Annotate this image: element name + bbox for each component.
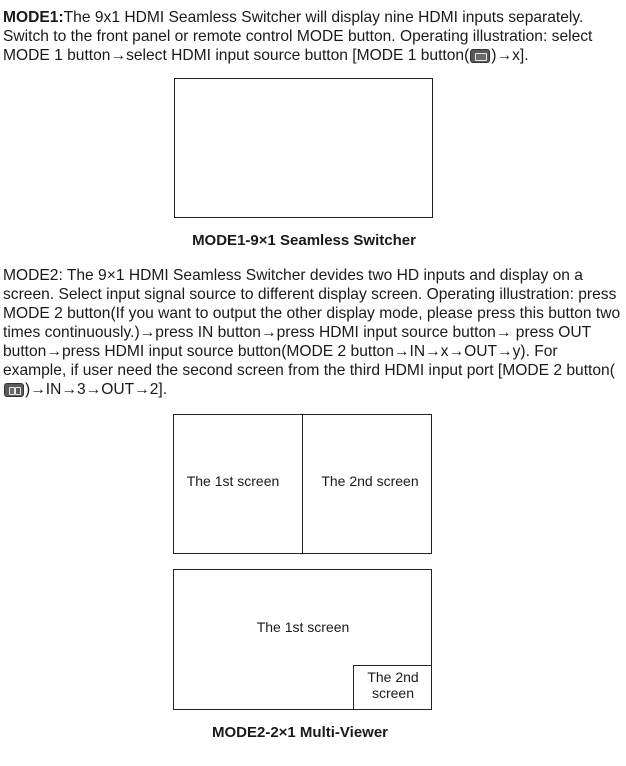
mode1-caption: MODE1-9×1 Seamless Switcher	[192, 232, 416, 249]
pip-sub-label-line1: The 2nd	[367, 669, 419, 685]
mode2-paragraph	[3, 266, 623, 399]
mode1-label: MODE1:	[3, 9, 64, 26]
pip-screen-diagram	[173, 569, 432, 710]
mode1-screen-diagram	[174, 78, 433, 218]
pip-main-label: The 1st screen	[256, 619, 350, 635]
mode2-text: MODE2: The 9×1 HDMI Seamless Switcher devides two HD inputs and display on a screen. Select input signal source to different display screen. Operating illustration: press MODE 2 button(If you want to output the other display mode, please press this button two times continuously.)→press IN button→press HDMI input source button→ press OUT button→press HDMI input source button(MODE 2 button→IN→x→OUT→y). For example, if user need the second screen from the third HDMI input port [MODE 2 button(	[3, 267, 621, 379]
split-screen-diagram	[173, 414, 432, 554]
split-left-label: The 1st screen	[186, 473, 280, 489]
pip-sub-label-line2: screen	[371, 685, 415, 701]
split-divider	[302, 415, 303, 553]
mode2-button-icon	[4, 383, 24, 397]
mode2-caption: MODE2-2×1 Multi-Viewer	[211, 724, 389, 741]
pip-sub-window	[353, 665, 432, 709]
mode1-text: The 9x1 HDMI Seamless Switcher will display nine HDMI inputs separately. Switch to the front panel or remote control MODE button. Operating illustration: select MODE 1 button→select HDMI input source button [MODE 1 button(	[3, 9, 593, 64]
mode2-text-end: )→IN→3→OUT→2].	[25, 381, 168, 398]
mode-button-icon	[470, 49, 490, 63]
mode1-paragraph	[3, 8, 623, 65]
mode1-text-end: )→x].	[491, 47, 529, 64]
split-right-label: The 2nd screen	[321, 473, 419, 489]
